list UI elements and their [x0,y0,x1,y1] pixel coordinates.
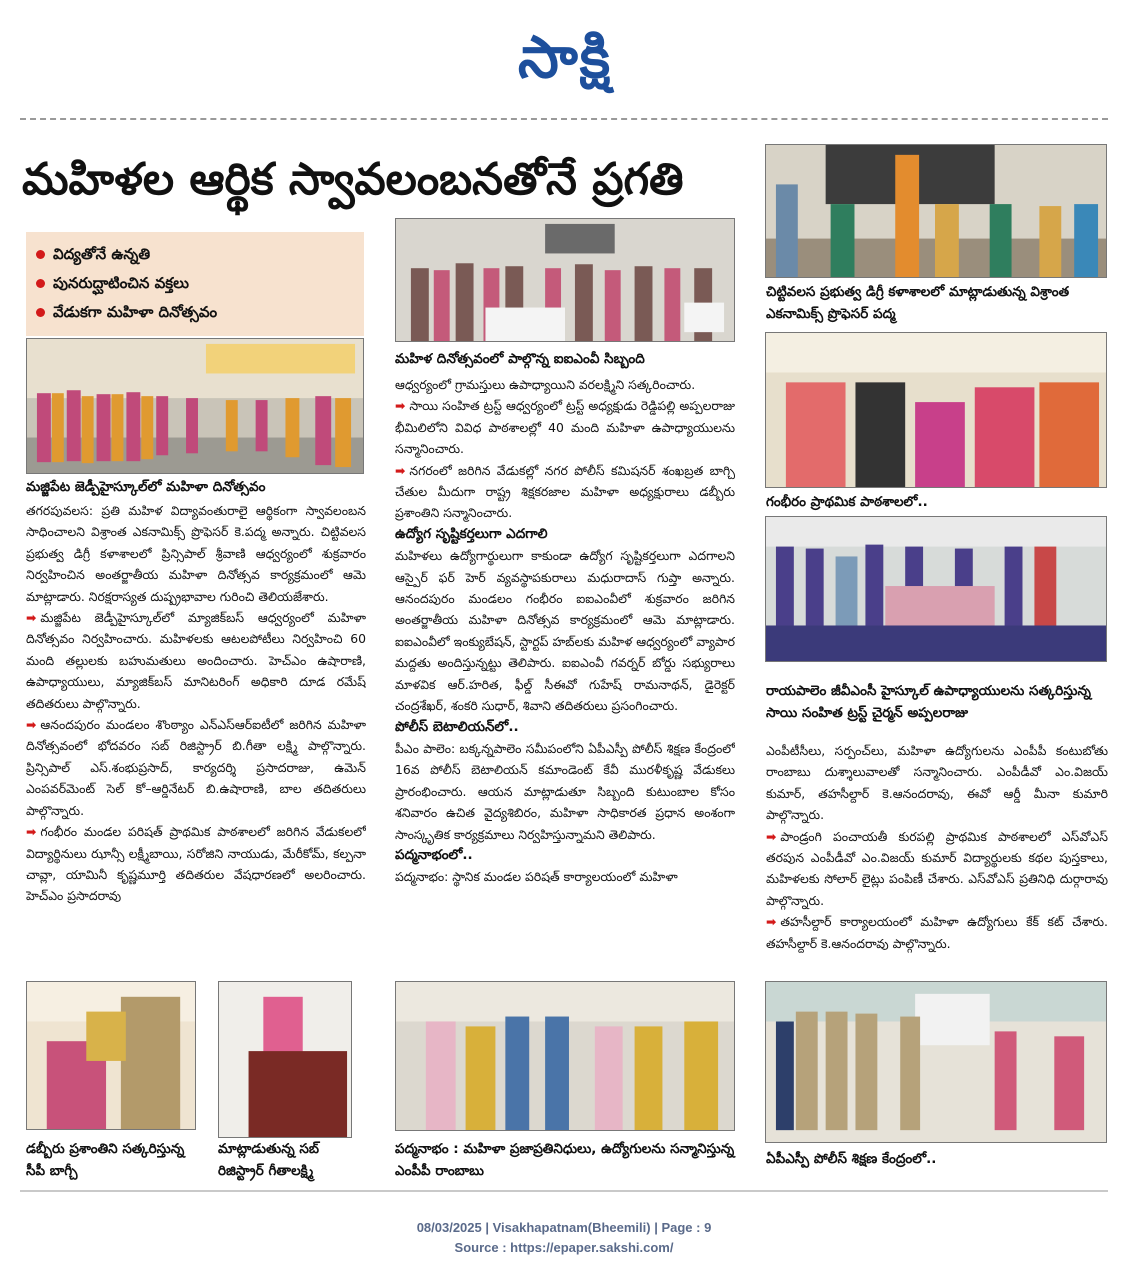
paragraph: ➡ నగరంలో జరిగిన వేడుకల్లో నగర పోలీస్ కమిషనర్ శంఖబ్రత బాగ్చి చేతుల మీదుగా రాష్ట్ర శిక్షకరజాల మహిళా అధ్యక్షురాలు డబ్బీరు ప్రశాంతిని సన్మానించారు. [395,462,735,521]
paragraph: ➡ ఆనందపురం మండలం శొంఠ్యాం ఎన్‌ఎస్‌ఆర్‌ఐటీలో జరిగిన మహిళా దినోత్సవంలో భోదవరం సబ్ రిజిస్ట్రార్ బి.గీతా లక్ష్మి పాల్గొన్నారు. ప్రిన్సిపాల్ ఎస్.శంభుప్రసాద్, కార్యదర్శి ప్రసాదరాజు, ఉమెన్ ఎంపవర్‌మెంట్ సెల్ కో–ఆర్డినేటర్ బి.ఉషారాణి, బాల తదితరులు పాల్గొన్నారు. [26,717,366,818]
photo-gambheeram-school [765,332,1107,488]
photo-padmanabham [395,981,735,1131]
arrow-icon: ➡ [26,717,37,733]
newspaper-logo: సాక్షి [517,23,613,91]
highlight-item: పునరుద్ఘాటించిన వక్తలు [36,269,354,298]
page-footer [0,1218,1128,1258]
arrow-icon: ➡ [395,398,406,414]
paragraph: ➡ పాండ్రంగి పంచాయతీ కురపల్లి ప్రాథమిక పాఠశాలలో ఎస్‌వోఎస్ తరపున ఎంపీడీవో ఎం.విజయ్ కుమార్ విద్యార్థులకు కథల పుస్తకాలు, మహిళలకు సోలార్ లైట్లు పంపిణీ చేశారు. ఎస్‌వోఎస్ ప్రతినిధి దుర్గారావు పాల్గొన్నారు. [766,828,1108,908]
photo-rayapalem-school [765,516,1107,662]
photo-apsp-police [765,981,1107,1143]
arrow-icon: ➡ [395,462,406,478]
photo-sub-registrar [218,981,352,1138]
bottom-divider [20,1190,1108,1192]
article-column-2 [395,374,735,968]
paragraph: తగరపువలస: ప్రతి మహిళ విద్యావంతురాలై ఆర్థికంగా స్వావలంబన సాధించాలని విశ్రాంత ఎకనామిక్స్ ప్రొఫెసర్ కె.పద్మ అన్నారు. చిట్టివలస ప్రభుత్వ డిగ్రీ కళాశాలలో ప్రిన్సిపాల్ శ్రీవాణి ఆధ్వర్యంలో శుక్రవారం నిర్వహించిన అంతర్జాతీయ మహిళా దినోత్సవ కార్యక్రమంలో ఆమె మాట్లాడారు. నిరక్షరాస్యత దుష్ప్రభావాల గురించి తెలియజేశారు. [26,503,366,604]
caption-rally: మజ్జిపేట జెడ్పీహైస్కూల్‌లో మహిళా దినోత్సవం [26,479,266,495]
paragraph: పద్మనాభం: స్థానిక మండల పరిషత్ కార్యాలయంలో మహిళా [395,869,678,885]
bullet-icon [36,250,45,259]
arrow-icon: ➡ [26,824,37,840]
caption-cp-bagchi: డబ్బీరు ప్రశాంతిని సత్కరిస్తున్న సీపీ బాగ్చీ [26,1141,185,1179]
arrow-icon: ➡ [26,610,37,626]
footer-date-line: 08/03/2025 | Visakhapatnam(Bheemili) | Page : 9 [416,1220,712,1235]
paragraph: ➡ మజ్జిపేట జెడ్పీహైస్కూల్‌లో మ్యాజిక్‌బస్ ఆధ్వర్యంలో మహిళా దినోత్సవం నిర్వహించారు. మహిళలకు ఆటలపోటీలు నిర్వహించి 60 మంది తల్లులకు బహుమతులు అందించారు. హెచ్‌ఎం ఉషారాణి, ఉపాధ్యాయులు, మ్యాజిక్‌బస్ మానిటరింగ్ అధికారి దూడ రమేష్ తదితరులు పాల్గొన్నారు. [26,610,366,711]
main-headline: మహిళల ఆర్థిక స్వావలంబనతోనే ప్రగతి [22,154,684,205]
paragraph: ఆధ్వర్యంలో గ్రామస్తులు ఉపాధ్యాయిని వరలక్ష్మిని సత్కరించారు. [395,377,696,392]
paragraph: ➡ తహసీల్దార్ కార్యాలయంలో మహిళా ఉద్యోగులు కేక్ కట్ చేశారు. తహసీల్దార్ కె.ఆనందరావు పాల్గొన్నారు. [766,914,1108,951]
paragraph: పీఎం పాలెం: బక్కన్నపాలెం సమీపంలోని ఏపీఎస్పీ పోలీస్ శిక్షణ కేంద్రంలో 16వ పోలీస్ బెటాలియన్ కమాండెంట్ కేవీ మురళీకృష్ణ వేడుకలు ప్రారంభించారు. ఆయన మాట్లాడుతూ సిబ్బంది కుటుంబాల కోసం శనివారం ఉచిత వైద్యశిబిరం, మహిళా సాధికారత ప్రధాన అంశంగా సాంస్కృతిక కార్యక్రమాలు నిర్వహిస్తున్నామని తెలిపారు. [395,740,735,842]
caption-iimv: మహిళ దినోత్సవంలో పాల్గొన్న ఐఐఎంవీ సిబ్బంది [395,351,645,367]
subheading: ఉద్యోగ సృష్టికర్తలుగా ఎదగాలి [395,525,548,542]
footer-source-line[interactable]: Source : https://epaper.sakshi.com/ [454,1240,674,1255]
caption-gambheeram: గంభీరం ప్రాథమిక పాఠశాలలో.. [766,494,928,510]
paragraph: ఎంపీటీసీలు, సర్పంచ్‌లు, మహిళా ఉద్యోగులను ఎంపీపీ కంటుబోతు రాంబాబు దుశ్శాలువాలతో సన్మానించారు. ఎంపీడీవో ఎం.విజయ్ కుమార్, తహసీల్దార్ కె.ఆనందరావు, ఈవో ఆర్డీ మీనా కుమారి పాల్గొన్నారు. [766,743,1108,823]
arrow-icon: ➡ [766,914,777,930]
bullet-icon [36,308,45,317]
caption-rayapalem: రాయపాలెం జీవీఎంసీ హైస్కూల్ ఉపాధ్యాయులను సత్కరిస్తున్న సాయి సంహిత ట్రస్ట్ చైర్మన్ అప్పలరాజు [766,683,1091,721]
paragraph: మహిళలు ఉద్యోగార్థులుగా కాకుండా ఉద్యోగ సృష్టికర్తలుగా ఎదగాలని ఆస్పైర్ ఫర్ హెర్ వ్యవస్థాపకురాలు మధురాదాస్ గుప్తా అన్నారు. ఆనందపురం మండలం గంభీరం ఐఐఎంవీలో శుక్రవారం జరిగిన అంతర్జాతీయ మహిళా దినోత్సవ కార్యక్రమంలో ఆమె మాట్లాడారు. ఐఐఎంవీలో ఇంక్యుబేషన్, స్టార్టప్ హబ్‌లకు మహిళ ఆధ్వర్యంలో వ్యాపార మద్దతు అందిస్తున్నట్టు తెలిపారు. ఐఐఎంవీ గవర్నర్ బోర్డు సభ్యురాలు మాళవిక ఆర్.హరిత, ఫీల్డ్ సీఈవో గుహేష్ రామనాథన్, డైరెక్టర్ చంద్రశేఖర్, శంకరి సుధార్, శివాని తదితరులు ప్రసంగించారు. [395,548,735,714]
highlight-item: విద్యతోనే ఉన్నతి [36,240,354,269]
article-column-3 [766,740,1108,970]
photo-degree-college [765,144,1107,278]
photo-rally [26,338,364,474]
caption-sub-registrar: మాట్లాడుతున్న సబ్ రిజిస్ట్రార్ గీతాలక్ష్మి [218,1141,319,1179]
caption-apsp: ఏపీఎస్పీ పోలీస్ శిక్షణ కేంద్రంలో.. [766,1151,937,1167]
bullet-icon [36,279,45,288]
highlights-box [26,232,364,336]
article-column-1 [26,500,366,966]
caption-padmanabham: పద్మనాభం : మహిళా ప్రజాప్రతినిధులు, ఉద్యోగులను సన్మానిస్తున్న ఎంపీపీ రాంబాబు [395,1141,735,1179]
photo-cp-bagchi [26,981,196,1130]
top-divider [20,118,1108,120]
paragraph: ➡ గంభీరం మండల పరిషత్ ప్రాథమిక పాఠశాలలో జరిగిన వేడుకలలో విద్యార్థినులు ఝాన్సీ లక్ష్మీబాయి, సరోజిని నాయుడు, మేరీకోమ్, కల్పనా చావ్లా, యామినీ కృష్ణమూర్తి తదితరుల వేషధారణలో అలరించారు. హెచ్‌ఎం ప్రసాదరావు [26,824,366,904]
subheading: పోలీస్ బెటాలియన్‌లో.. [395,718,519,735]
highlight-item: వేడుకగా మహిళా దినోత్సవం [36,298,354,327]
arrow-icon: ➡ [766,828,777,844]
caption-degree-college: చిట్టివలస ప్రభుత్వ డిగ్రీ కళాశాలలో మాట్లాడుతున్న విశ్రాంత ఎకనామిక్స్ ప్రొఫెసర్ పద్మ [766,284,1070,322]
subheading: పద్మనాభంలో.. [395,846,473,863]
photo-iimv-group [395,218,735,342]
paragraph: ➡ సాయి సంహిత ట్రస్ట్ ఆధ్వర్యంలో ట్రస్ట్ అధ్యక్షుడు రెడ్డిపల్లి అప్పలరాజు భీమిలిలోని వివిధ పాఠశాలల్లో 40 మంది మహిళా ఉపాధ్యాయులను సన్మానించారు. [395,398,735,457]
